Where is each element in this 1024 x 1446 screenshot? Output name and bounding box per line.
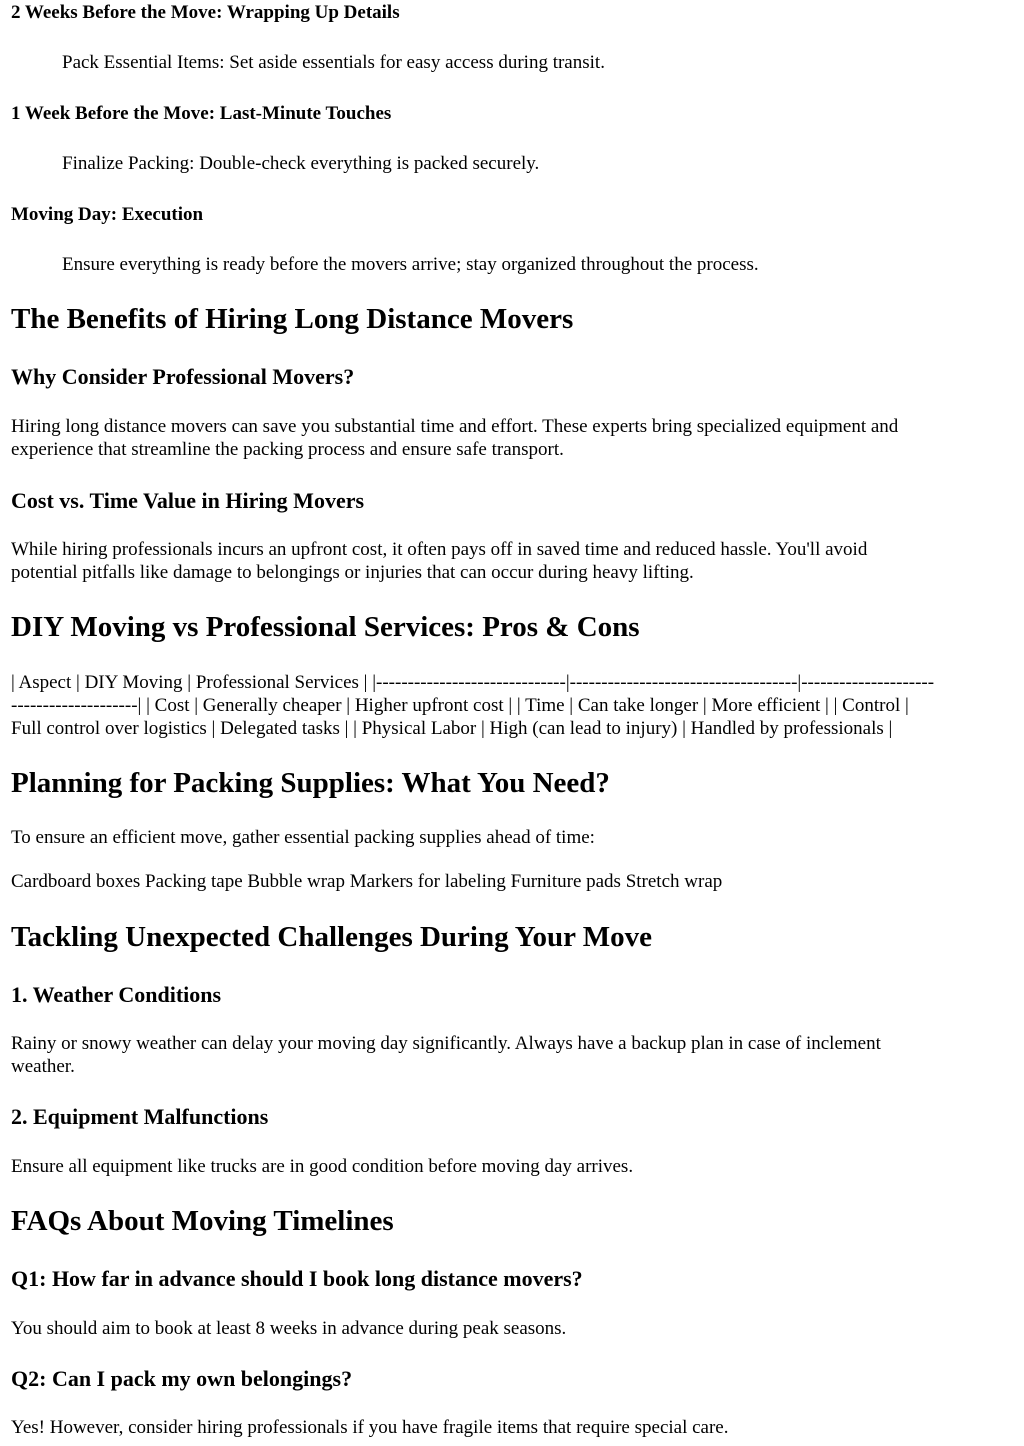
diy-vs-professional-heading: DIY Moving vs Professional Services: Pros & Cons bbox=[11, 611, 640, 643]
cost-vs-time-text-line1: While hiring professionals incurs an upfront cost, it often pays off in saved time and reduced hassle. You'll avoid bbox=[11, 539, 868, 560]
one-week-heading: 1 Week Before the Move: Last-Minute Touches bbox=[11, 103, 392, 124]
moving-day-heading: Moving Day: Execution bbox=[11, 204, 204, 225]
challenges-heading: Tackling Unexpected Challenges During Your Move bbox=[11, 921, 652, 953]
two-weeks-heading: 2 Weeks Before the Move: Wrapping Up Details bbox=[11, 2, 400, 23]
one-week-item: Finalize Packing: Double-check everything is packed securely. bbox=[62, 153, 540, 174]
packing-supplies-intro: To ensure an efficient move, gather essential packing supplies ahead of time: bbox=[11, 827, 595, 848]
weather-text-line1: Rainy or snowy weather can delay your moving day significantly. Always have a backup plan in case of inclement bbox=[11, 1033, 881, 1054]
equipment-text: Ensure all equipment like trucks are in good condition before moving day arrives. bbox=[11, 1156, 634, 1177]
why-professional-heading: Why Consider Professional Movers? bbox=[11, 364, 355, 389]
faq-q1: Q1: How far in advance should I book long distance movers? bbox=[11, 1266, 583, 1291]
benefits-heading: The Benefits of Hiring Long Distance Movers bbox=[11, 303, 574, 335]
faq-a2: Yes! However, consider hiring professionals if you have fragile items that require special care. bbox=[11, 1417, 729, 1438]
moving-day-item: Ensure everything is ready before the movers arrive; stay organized throughout the process. bbox=[62, 254, 759, 275]
packing-supplies-list: Cardboard boxes Packing tape Bubble wrap Markers for labeling Furniture pads Stretch wrap bbox=[11, 871, 723, 892]
faq-a1: You should aim to book at least 8 weeks in advance during peak seasons. bbox=[11, 1318, 567, 1339]
weather-heading: 1. Weather Conditions bbox=[11, 982, 222, 1007]
two-weeks-item: Pack Essential Items: Set aside essentials for easy access during transit. bbox=[62, 52, 605, 73]
faq-q2: Q2: Can I pack my own belongings? bbox=[11, 1366, 353, 1391]
comparison-table-line1: | Aspect | DIY Moving | Professional Services | |------------------------------|------------------------------------|--------------------- bbox=[11, 672, 935, 693]
why-professional-text-line1: Hiring long distance movers can save you substantial time and effort. These experts bring specialized equipment and bbox=[11, 416, 899, 437]
faqs-heading: FAQs About Moving Timelines bbox=[11, 1205, 394, 1237]
why-professional-text-line2: experience that streamline the packing process and ensure safe transport. bbox=[11, 439, 564, 460]
weather-text-line2: weather. bbox=[11, 1056, 75, 1077]
packing-supplies-heading: Planning for Packing Supplies: What You Need? bbox=[11, 767, 610, 799]
equipment-heading: 2. Equipment Malfunctions bbox=[11, 1104, 269, 1129]
cost-vs-time-text-line2: potential pitfalls like damage to belongings or injuries that can occur during heavy lifting. bbox=[11, 562, 694, 583]
comparison-table-line3: Full control over logistics | Delegated tasks | | Physical Labor | High (can lead to injury) | Handled by professionals | bbox=[11, 718, 893, 739]
cost-vs-time-heading: Cost vs. Time Value in Hiring Movers bbox=[11, 488, 365, 513]
comparison-table-line2: --------------------| | Cost | Generally cheaper | Higher upfront cost | | Time | Can take longer | More efficient | | Control | bbox=[11, 695, 909, 716]
